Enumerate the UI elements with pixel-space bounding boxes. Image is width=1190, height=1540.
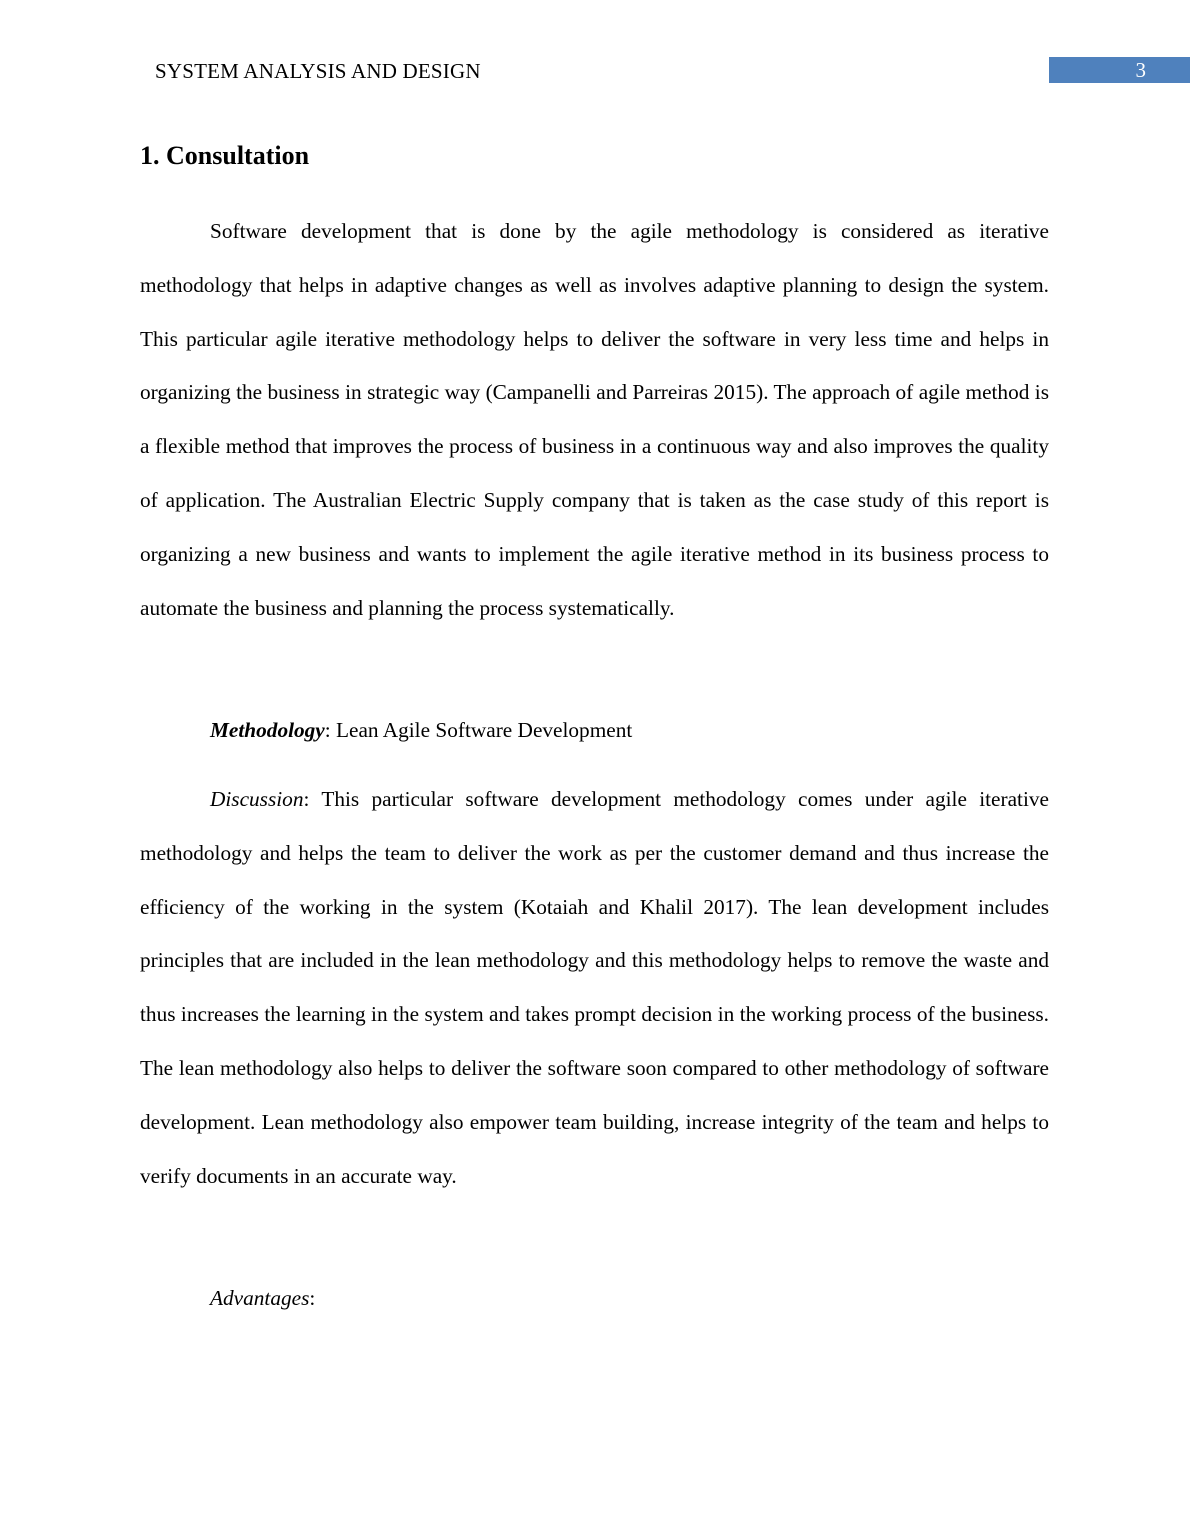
methodology-paragraph — [140, 704, 1049, 758]
section-heading: 1. Consultation — [140, 141, 310, 170]
discussion-paragraph — [140, 773, 1049, 1203]
methodology-text: : Lean Agile Software Development — [324, 718, 633, 742]
advantages-paragraph — [140, 1272, 1049, 1326]
advantages-label: Advantages — [210, 1286, 310, 1310]
page-number: 3 — [1049, 57, 1190, 83]
discussion-text: : This particular software development methodology comes under agile iterative methodology and helps the team to deliver the work as per the customer demand and thus increase the efficiency of the working in the system (Kotaiah and Khalil 2017). The lean development includes principles that are included in the lean methodology and this methodology helps to remove the waste and thus increases the learning in the system and takes prompt decision in the working process of the business. The lean methodology also helps to deliver the software soon compared to other methodology of software development. Lean methodology also empower team building, increase integrity of the team and helps to verify documents in an accurate way. — [140, 787, 1049, 1188]
running-header-title: SYSTEM ANALYSIS AND DESIGN — [155, 59, 481, 83]
methodology-label: Methodology — [210, 718, 325, 742]
discussion-label: Discussion — [210, 787, 304, 811]
advantages-text: : — [309, 1286, 316, 1310]
intro-paragraph: Software development that is done by the agile methodology is considered as iterative methodology that helps in adaptive changes as well as involves adaptive planning to design the system. This particular agile iterative methodology helps to deliver the software in very less time and helps in organizing the business in strategic way (Campanelli and Parreiras 2015). The approach of agile method is a flexible method that improves the process of business in a continuous way and also improves the quality of application. The Australian Electric Supply company that is taken as the case study of this report is organizing a new business and wants to implement the agile iterative method in its business process to automate the business and planning the process systematically. — [140, 219, 1049, 620]
